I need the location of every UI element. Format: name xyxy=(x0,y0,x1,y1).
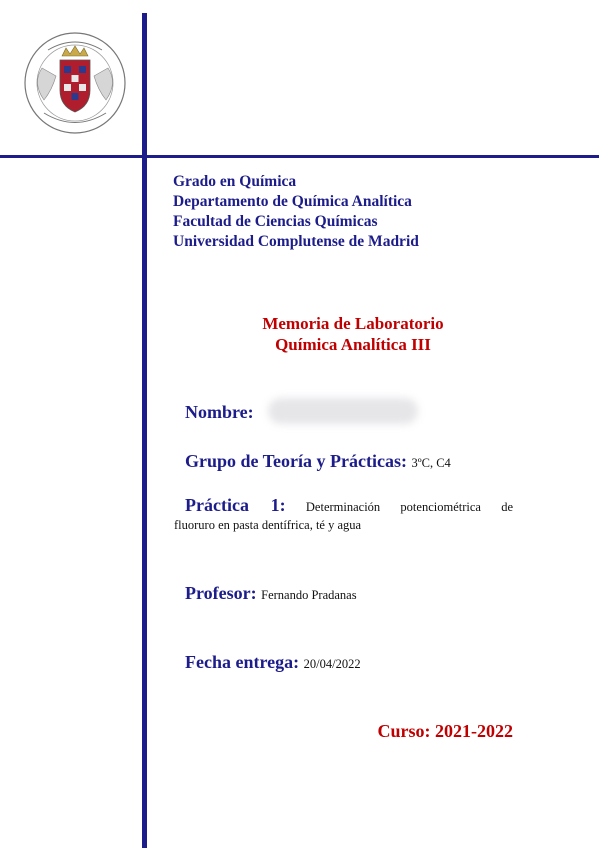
grupo-label: Grupo de Teoría y Prácticas: xyxy=(185,451,407,471)
department-name: Departamento de Química Analítica xyxy=(173,193,412,210)
profesor-label: Profesor: xyxy=(185,583,257,603)
grupo-field xyxy=(185,451,451,472)
course-year: Curso: 2021-2022 xyxy=(377,721,513,741)
grupo-value: 3ºC, C4 xyxy=(411,456,451,470)
practica-label: Práctica 1: xyxy=(185,495,286,515)
report-title-block xyxy=(173,313,533,355)
profesor-field xyxy=(185,583,357,604)
report-subject: Química Analítica III xyxy=(275,335,431,354)
vertical-rule xyxy=(142,13,147,848)
fecha-label: Fecha entrega: xyxy=(185,652,300,672)
fecha-field xyxy=(185,652,361,673)
university-name: Universidad Complutense de Madrid xyxy=(173,233,419,250)
profesor-value: Fernando Pradanas xyxy=(261,588,357,602)
university-seal-icon xyxy=(22,28,128,138)
nombre-label: Nombre: xyxy=(185,402,254,422)
institution-block xyxy=(173,172,419,252)
report-title: Memoria de Laboratorio xyxy=(262,314,444,333)
practica-value-line1: Determinación potenciométrica de xyxy=(305,500,514,514)
nombre-field xyxy=(185,402,254,423)
faculty-name: Facultad de Ciencias Químicas xyxy=(173,213,378,230)
horizontal-rule xyxy=(0,155,599,158)
practica-field xyxy=(174,495,514,534)
degree-name: Grado en Química xyxy=(173,173,297,190)
redacted-name xyxy=(268,398,418,424)
fecha-value: 20/04/2022 xyxy=(303,657,361,671)
practica-value-line2: fluoruro en pasta dentífrica, té y agua xyxy=(174,518,362,532)
